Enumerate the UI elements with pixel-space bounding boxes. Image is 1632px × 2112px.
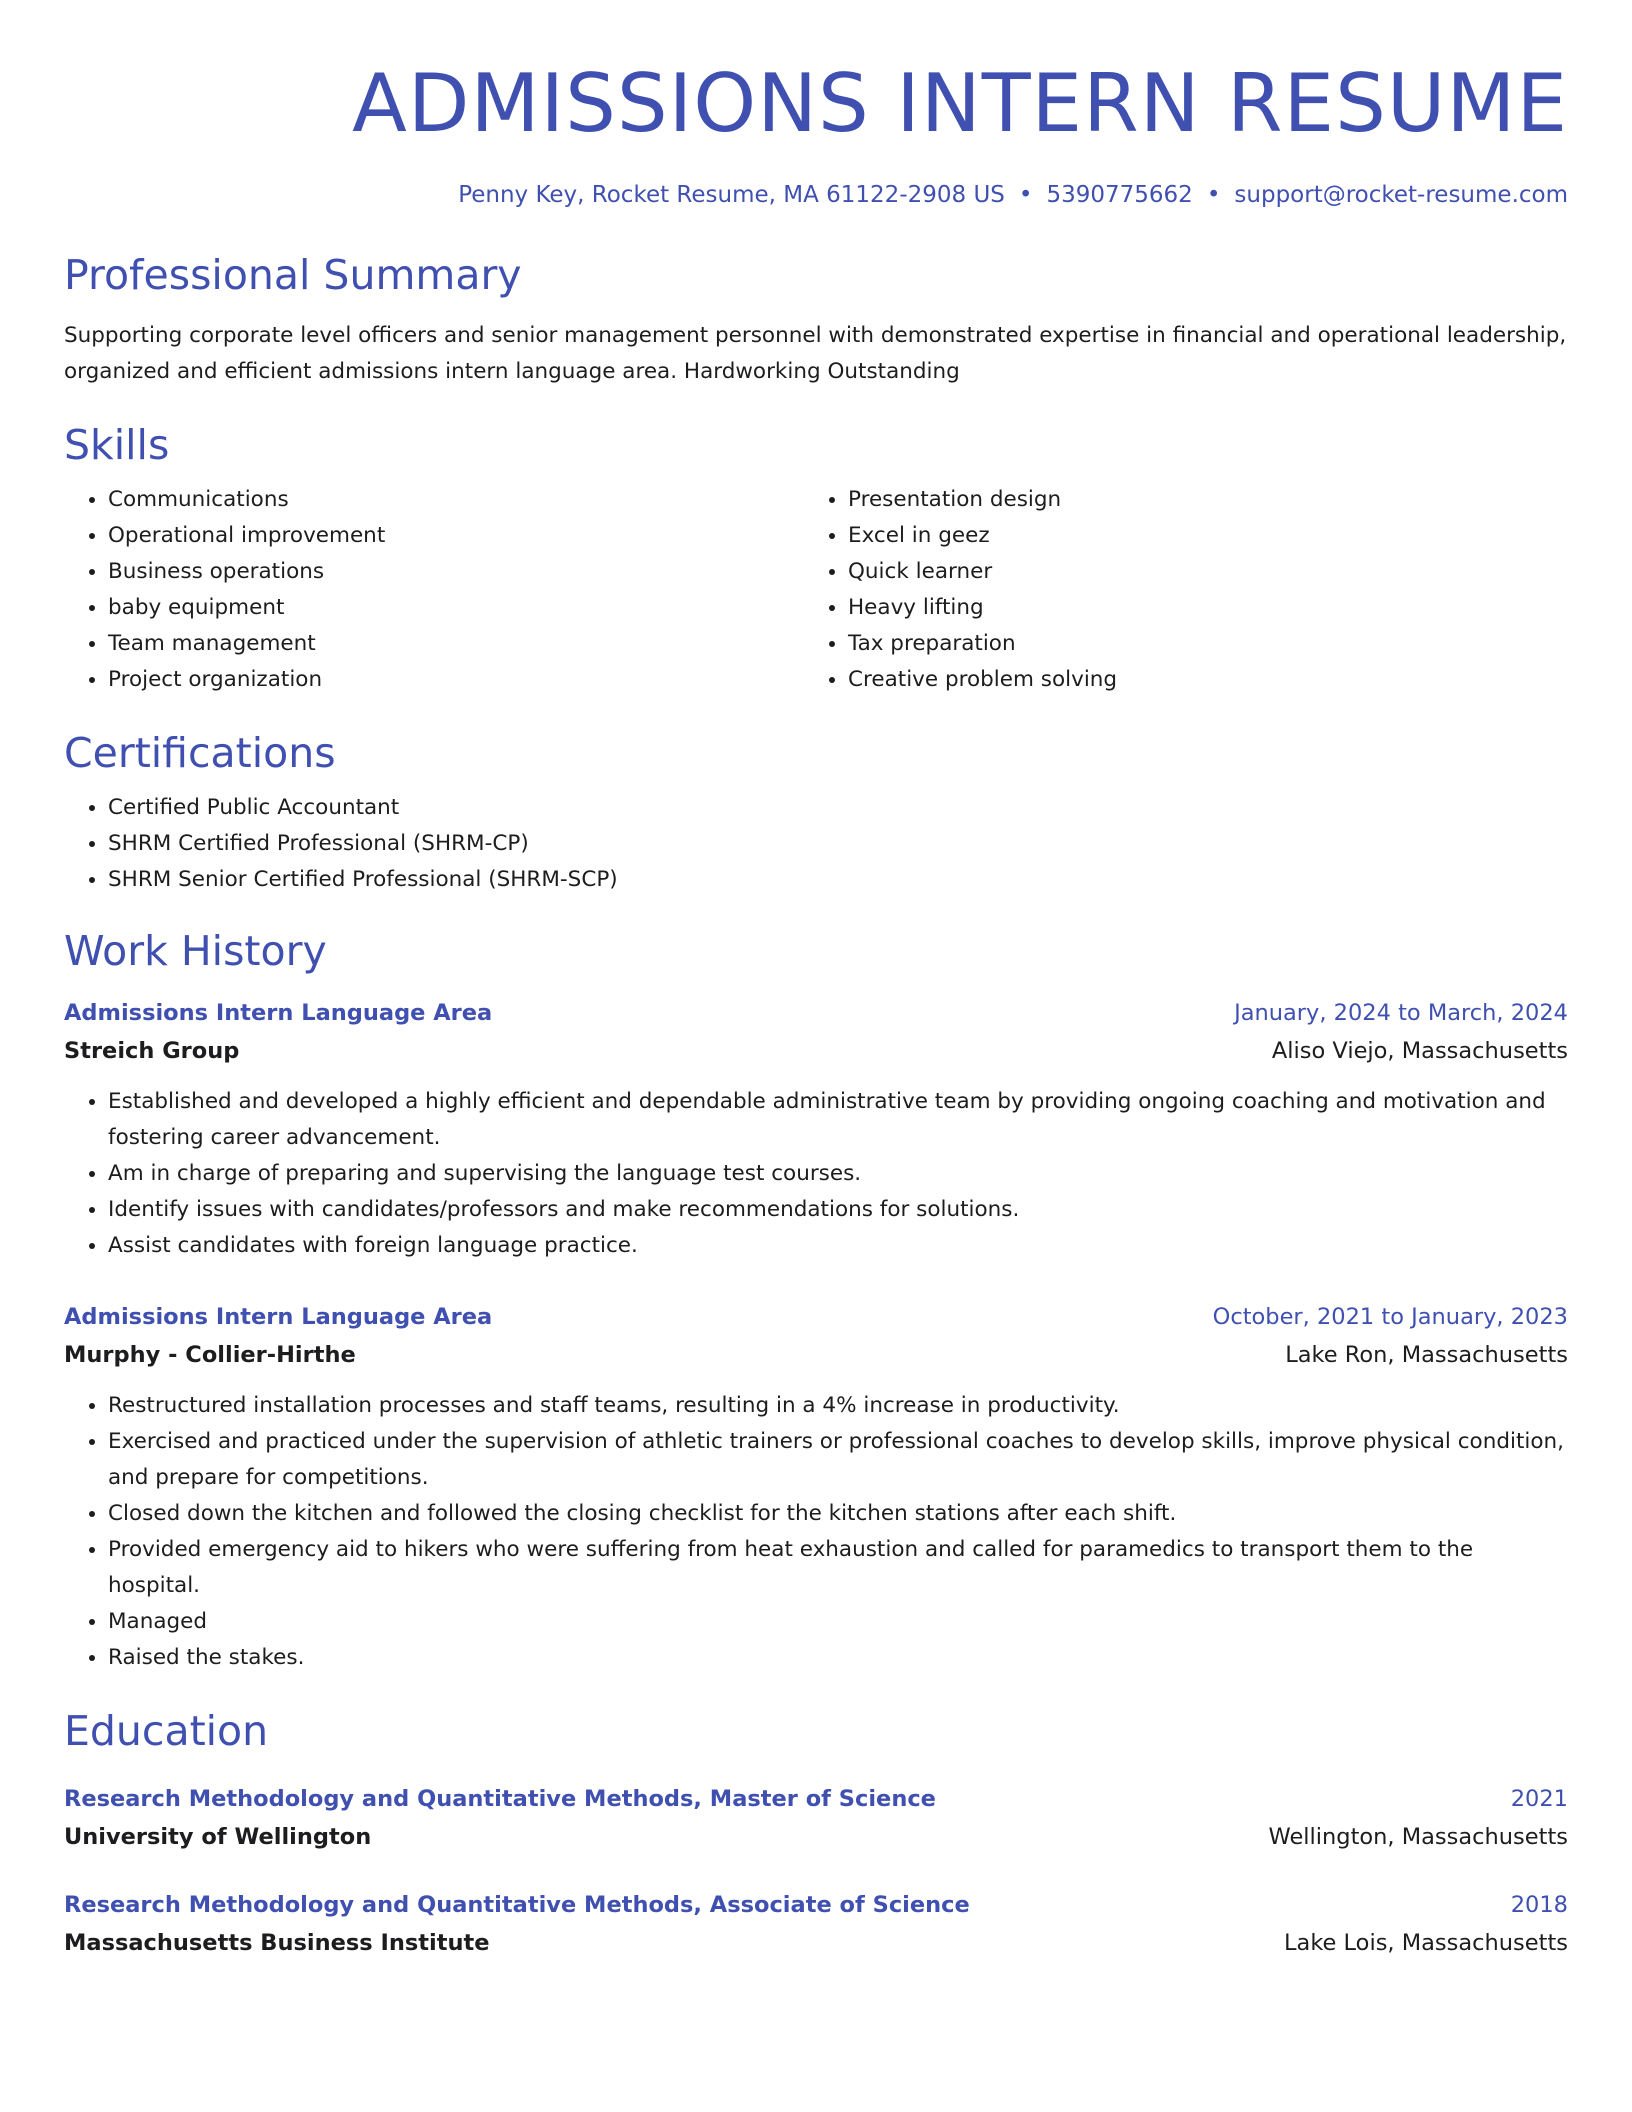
skills-grid: [64, 482, 1568, 698]
job-bullets: [64, 1388, 1568, 1676]
job-bullet: • Restructured installation processes and staff teams, resulting in a 4% increase in productivity.: [108, 1388, 1568, 1424]
skills-column-right: [804, 482, 1544, 698]
job-bullet: • Exercised and practiced under the supervision of athletic trainers or professional coaches to develop skills, improve physical condition, and prepare for competitions.: [108, 1424, 1568, 1496]
education-school: University of Wellington: [64, 1824, 372, 1850]
education-school: Massachusetts Business Institute: [64, 1930, 490, 1956]
certifications-heading: Certifications: [64, 729, 336, 777]
job-bullet: • Assist candidates with foreign language practice.: [108, 1228, 1568, 1264]
summary-text: Supporting corporate level officers and senior management personnel with demonstrated expertise in financial and operational leadership, organized and efficient admissions intern language area. Hardworking Outstanding: [64, 323, 1567, 384]
job-bullets: [64, 1084, 1568, 1264]
education-year: 2021: [1510, 1786, 1568, 1812]
certification-item: • SHRM Senior Certified Professional (SHRM-SCP): [108, 862, 1568, 898]
job-company: Streich Group: [64, 1038, 240, 1064]
skill-item: • Team management: [108, 626, 804, 662]
job-bullet: • Established and developed a highly efficient and dependable administrative team by providing ongoing coaching and motivation and fostering career advancement.: [108, 1084, 1568, 1156]
job-bullet: • Provided emergency aid to hikers who were suffering from heat exhaustion and called for paramedics to transport them to the hospital.: [108, 1532, 1568, 1604]
skills-heading: Skills: [64, 421, 170, 469]
certification-item: • SHRM Certified Professional (SHRM-CP): [108, 826, 1568, 862]
education-degree: Research Methodology and Quantitative Methods, Associate of Science: [64, 1892, 970, 1918]
job-dates: October, 2021 to January, 2023: [1212, 1304, 1568, 1330]
skill-item: • Creative problem solving: [848, 662, 1544, 698]
skill-item: • Tax preparation: [848, 626, 1544, 662]
work-history-heading: Work History: [64, 927, 327, 975]
contact-address: Penny Key, Rocket Resume, MA 61122-2908 US: [458, 182, 1005, 208]
skill-item: • Presentation design: [848, 482, 1544, 518]
job-location: Aliso Viejo, Massachusetts: [1271, 1038, 1568, 1064]
certification-item: • Certified Public Accountant: [108, 790, 1568, 826]
skill-item: • Heavy lifting: [848, 590, 1544, 626]
education-heading: Education: [64, 1707, 269, 1755]
job-company: Murphy - Collier-Hirthe: [64, 1342, 356, 1368]
skill-item: • Operational improvement: [108, 518, 804, 554]
skill-item: • Quick learner: [848, 554, 1544, 590]
job-bullet: • Raised the stakes.: [108, 1640, 1568, 1676]
education-location: Wellington, Massachusetts: [1268, 1824, 1568, 1850]
job-location: Lake Ron, Massachusetts: [1285, 1342, 1568, 1368]
summary-heading: Professional Summary: [64, 251, 522, 299]
education-year: 2018: [1510, 1892, 1568, 1918]
skill-item: • Communications: [108, 482, 804, 518]
job-dates: January, 2024 to March, 2024: [1234, 1000, 1568, 1026]
contact-separator: •: [1018, 182, 1033, 208]
education-entry: [64, 1780, 1568, 1856]
education-degree: Research Methodology and Quantitative Methods, Master of Science: [64, 1786, 936, 1812]
skill-item: • Excel in geez: [848, 518, 1544, 554]
skill-item: • baby equipment: [108, 590, 804, 626]
job-bullet: • Identify issues with candidates/professors and make recommendations for solutions.: [108, 1192, 1568, 1228]
job-bullet: • Closed down the kitchen and followed the closing checklist for the kitchen stations after each shift.: [108, 1496, 1568, 1532]
job-bullet: • Managed: [108, 1604, 1568, 1640]
skills-column-left: [64, 482, 804, 698]
education-entry: [64, 1886, 1568, 1962]
job-role: Admissions Intern Language Area: [64, 1000, 493, 1026]
contact-separator: •: [1206, 182, 1221, 208]
resume-title: ADMISSIONS INTERN RESUME: [352, 57, 1568, 150]
contact-email[interactable]: support@rocket-resume.com: [1234, 182, 1568, 208]
certifications-list: [64, 790, 1568, 898]
skill-item: • Project organization: [108, 662, 804, 698]
job-entry: [64, 994, 1568, 1264]
skill-item: • Business operations: [108, 554, 804, 590]
contact-line: [64, 182, 1568, 208]
contact-phone: 5390775662: [1046, 182, 1193, 208]
education-location: Lake Lois, Massachusetts: [1284, 1930, 1568, 1956]
job-role: Admissions Intern Language Area: [64, 1304, 493, 1330]
job-bullet: • Am in charge of preparing and supervising the language test courses.: [108, 1156, 1568, 1192]
job-entry: [64, 1298, 1568, 1676]
